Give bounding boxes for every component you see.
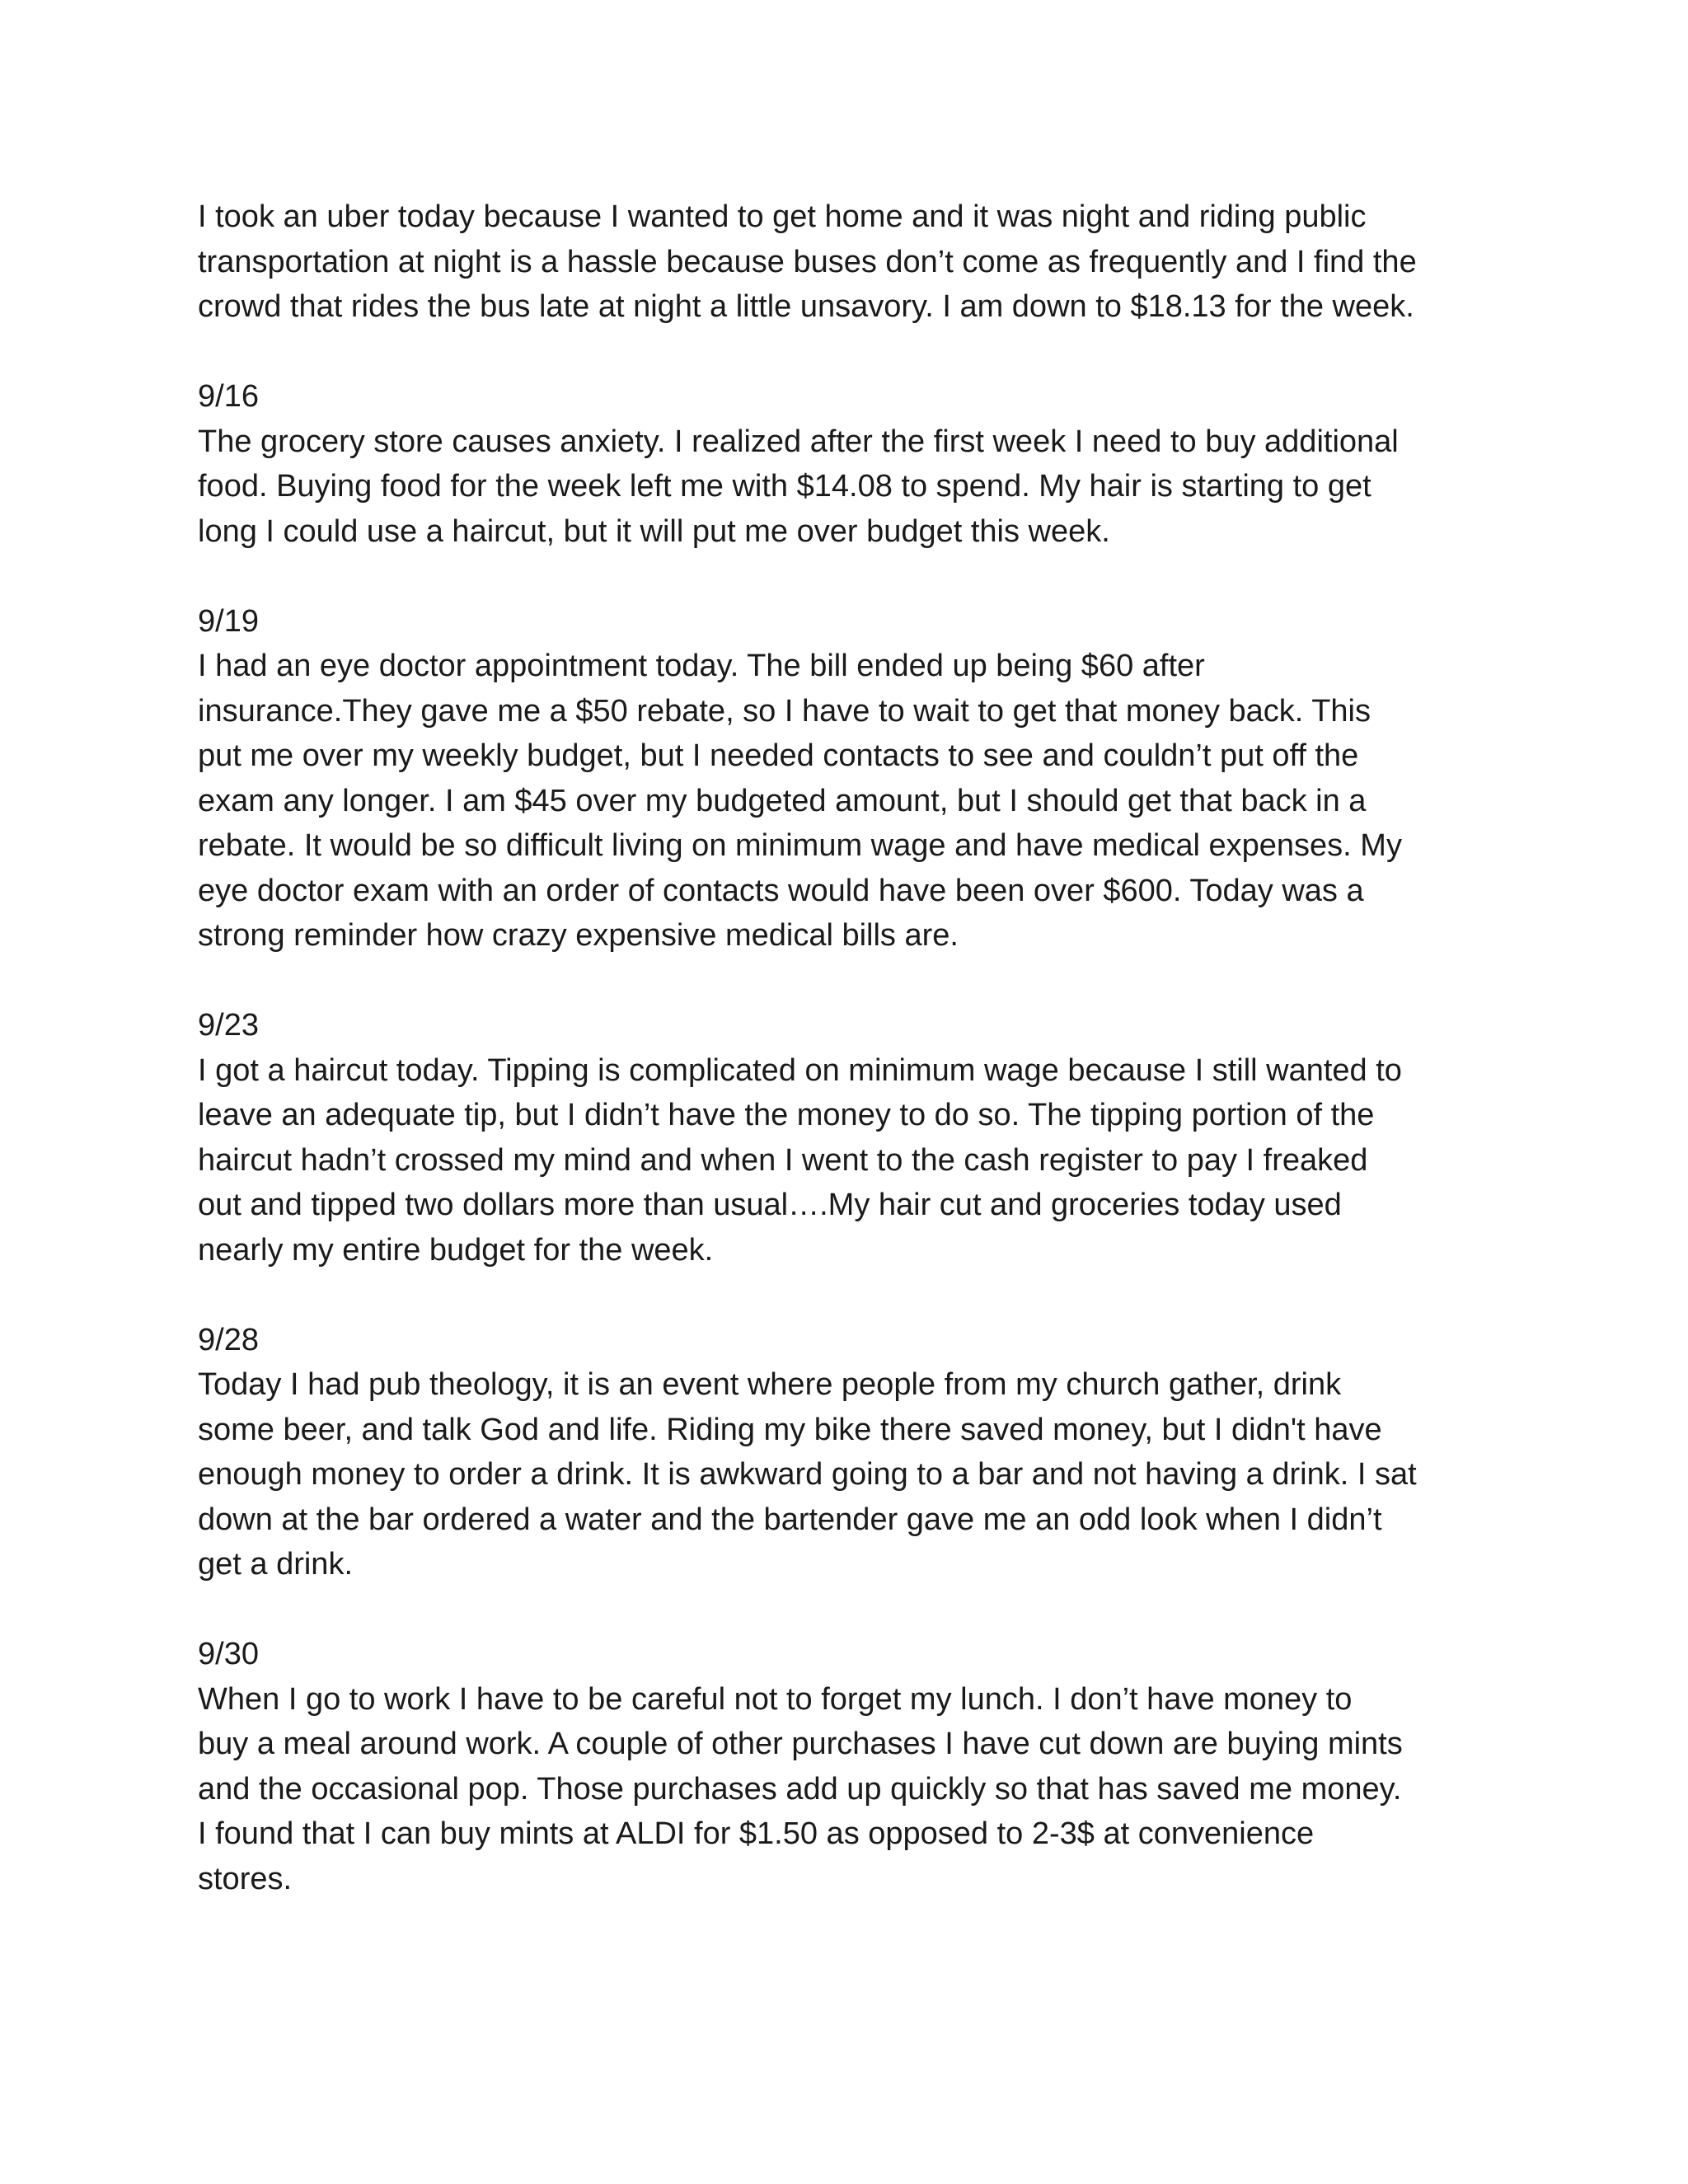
entry-date: 9/30 <box>198 1637 259 1671</box>
entry-date: 9/19 <box>198 603 259 639</box>
paragraph-gap <box>198 554 1500 599</box>
entry-text: The grocery store causes anxiety. I realized after the first week I need to buy additional food. Buying food for the week left me with $14.08 to spend. My hair is starting to get long I could use a haircut, but it will put me over budget this week. <box>198 424 1399 549</box>
entry-text: Today I had pub theology, it is an event where people from my church gather, drink some beer, and talk God and life. Riding my bike there saved money, but I didn't have enough money to order a drink. It is awkward going to a bar and not having a drink. I sat down at the bar ordered a water and the bartender gave me an odd look when I didn’t get a drink. <box>198 1367 1417 1582</box>
entry-date: 9/23 <box>198 1008 259 1043</box>
paragraph-gap <box>198 1272 1500 1318</box>
entry-text: When I go to work I have to be careful not to forget my lunch. I don’t have money to buy a meal around work. A couple of other purchases I have cut down are buying mints and the occasional pop. Those purchases add up quickly so that has saved me money. I found that I can buy mints at ALDI for $1.50 as opposed to 2-3$ at convenience stores. <box>198 1681 1403 1896</box>
paragraph-gap <box>198 1587 1500 1633</box>
paragraph-gap <box>198 958 1500 1004</box>
journal-body <box>198 194 1500 1901</box>
paragraph-gap <box>198 330 1500 375</box>
entry-date: 9/16 <box>198 379 259 414</box>
entry-text: I took an uber today because I wanted to get home and it was night and riding public transportation at night is a hassle because buses don’t come as frequently and I find the crowd that rides the bus late at night a little unsavory. I am down to $18.13 for the week. <box>198 199 1417 324</box>
entry-text: I got a haircut today. Tipping is complicated on minimum wage because I still wanted to leave an adequate tip, but I didn’t have the money to do so. The tipping portion of the haircut hadn’t crossed my mind and when I went to the cash register to pay I freaked out and tipped two dollars more than usual….My hair cut and groceries today used nearly my entire budget for the week. <box>198 1052 1402 1268</box>
entry-text: I had an eye doctor appointment today. The bill ended up being $60 after insurance.They gave me a $50 rebate, so I have to wait to get that money back. This put me over my weekly budget, but I needed contacts to see and couldn’t put off the exam any longer. I am $45 over my budgeted amount, but I should get that back in a rebate. It would be so difficult living on minimum wage and have medical expenses. My eye doctor exam with an order of contacts would have been over $600. Today was a strong reminder how crazy expensive medical bills are. <box>198 649 1402 953</box>
entry-date: 9/28 <box>198 1322 259 1357</box>
